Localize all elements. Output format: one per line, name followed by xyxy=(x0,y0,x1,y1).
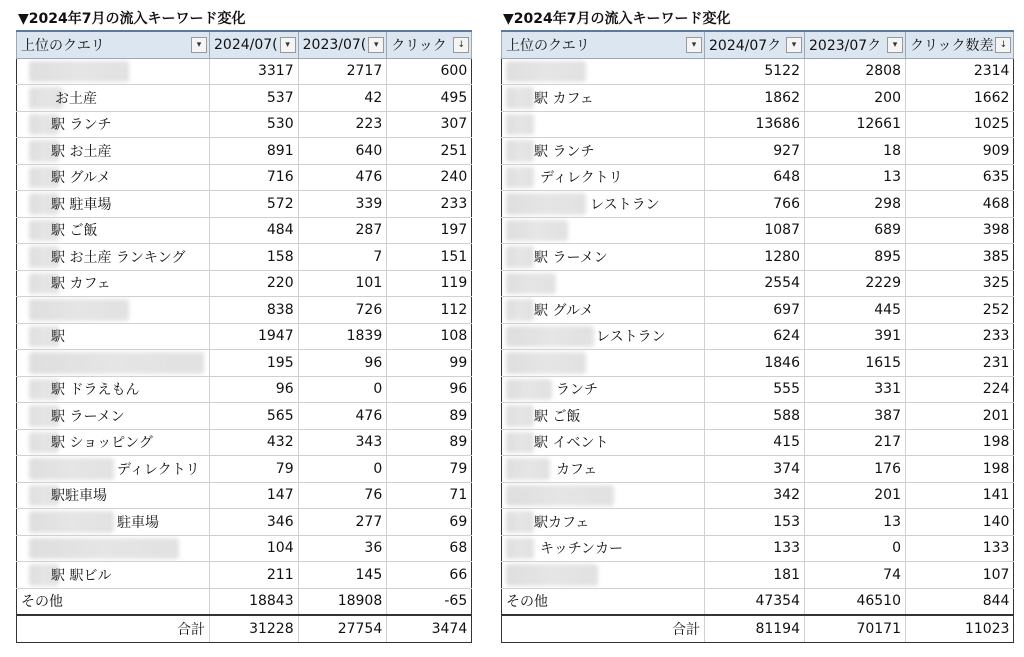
clicks-2024-cell[interactable]: 697 xyxy=(705,297,805,324)
clicks-2023-cell[interactable]: 42 xyxy=(298,85,387,112)
clicks-2023-cell[interactable]: 387 xyxy=(805,403,906,430)
redacted-blur xyxy=(506,299,534,321)
click-diff-cell[interactable]: 231 xyxy=(906,350,1014,377)
query-text: 駅 ご飯 xyxy=(534,408,581,425)
query-cell[interactable] xyxy=(502,191,705,218)
table-row[interactable] xyxy=(502,58,1014,85)
table-row[interactable] xyxy=(17,376,472,403)
query-cell[interactable] xyxy=(17,191,210,218)
click-diff-cell[interactable]: 141 xyxy=(906,482,1014,509)
query-text: お土産 xyxy=(55,90,97,107)
clicks-2024-cell[interactable]: 158 xyxy=(210,244,299,271)
clicks-2024-cell[interactable]: 572 xyxy=(210,191,299,218)
other-row-label[interactable]: その他 xyxy=(17,588,210,615)
table-row[interactable] xyxy=(17,562,472,589)
redacted-blur xyxy=(506,246,534,268)
click-diff-cell[interactable]: 909 xyxy=(906,138,1014,165)
click-diff-cell[interactable]: 635 xyxy=(906,164,1014,191)
clicks-2024-cell[interactable]: 555 xyxy=(705,376,805,403)
table-row[interactable] xyxy=(17,403,472,430)
clicks-2023-cell[interactable]: 18 xyxy=(805,138,906,165)
table-row[interactable] xyxy=(502,535,1014,562)
clicks-2023-cell[interactable]: 277 xyxy=(298,509,387,536)
clicks-2023-cell[interactable]: 287 xyxy=(298,217,387,244)
redacted-blur xyxy=(506,458,550,480)
query-text: 駅 グルメ xyxy=(51,170,111,187)
query-cell[interactable] xyxy=(502,297,705,324)
table-row[interactable] xyxy=(17,217,472,244)
clicks-2024-cell[interactable]: 891 xyxy=(210,138,299,165)
clicks-2024-cell[interactable]: 96 xyxy=(210,376,299,403)
redacted-blur xyxy=(506,273,556,295)
clicks-2024-cell[interactable]: 2554 xyxy=(705,270,805,297)
clicks-2024-cell[interactable]: 927 xyxy=(705,138,805,165)
click-diff-cell[interactable]: 307 xyxy=(387,111,472,138)
table-row[interactable] xyxy=(502,403,1014,430)
filter-dropdown-icon[interactable]: ▾ xyxy=(191,37,207,53)
query-cell[interactable] xyxy=(17,58,210,85)
query-cell[interactable] xyxy=(17,297,210,324)
filter-dropdown-icon[interactable]: ▾ xyxy=(368,37,384,53)
redacted-blur xyxy=(506,405,534,427)
query-text: レストラン xyxy=(590,196,660,213)
table-row[interactable] xyxy=(502,323,1014,350)
clicks-2023-cell[interactable]: 689 xyxy=(805,217,906,244)
clicks-2024-cell[interactable]: 31228 xyxy=(210,615,299,642)
redacted-blur xyxy=(29,538,179,560)
clicks-2024-cell[interactable]: 838 xyxy=(210,297,299,324)
query-cell[interactable] xyxy=(502,482,705,509)
query-text: キッチンカー xyxy=(540,541,624,558)
table-row[interactable] xyxy=(502,429,1014,456)
click-diff-cell[interactable]: 233 xyxy=(387,191,472,218)
query-cell[interactable] xyxy=(502,217,705,244)
clicks-2023-cell[interactable]: 1615 xyxy=(805,350,906,377)
table-row[interactable] xyxy=(17,58,472,85)
clicks-2024-cell[interactable]: 220 xyxy=(210,270,299,297)
click-diff-cell[interactable]: 224 xyxy=(906,376,1014,403)
clicks-2024-cell[interactable]: 565 xyxy=(210,403,299,430)
clicks-2023-cell[interactable]: 12661 xyxy=(805,111,906,138)
clicks-2024-cell[interactable]: 1846 xyxy=(705,350,805,377)
query-text: 駅駐車場 xyxy=(51,488,107,505)
clicks-2023-cell[interactable]: 1839 xyxy=(298,323,387,350)
table-row[interactable] xyxy=(502,217,1014,244)
query-text: 駅カフェ xyxy=(534,514,590,531)
sort-descending-icon[interactable]: ↓ xyxy=(995,37,1011,53)
table-row[interactable] xyxy=(17,138,472,165)
redacted-blur xyxy=(506,538,534,560)
query-cell[interactable] xyxy=(502,270,705,297)
redacted-blur xyxy=(29,61,129,83)
query-cell[interactable] xyxy=(502,323,705,350)
query-cell[interactable] xyxy=(502,535,705,562)
clicks-2024-cell[interactable]: 648 xyxy=(705,164,805,191)
clicks-2024-cell[interactable]: 211 xyxy=(210,562,299,589)
clicks-2023-cell[interactable]: 391 xyxy=(805,323,906,350)
click-diff-cell[interactable]: 233 xyxy=(906,323,1014,350)
click-diff-cell[interactable]: -65 xyxy=(387,588,472,615)
redacted-blur xyxy=(506,167,534,189)
clicks-2024-cell[interactable]: 195 xyxy=(210,350,299,377)
total-row[interactable] xyxy=(502,615,1014,642)
query-cell[interactable] xyxy=(502,85,705,112)
other-row-label[interactable]: その他 xyxy=(502,588,705,615)
table-row[interactable] xyxy=(502,111,1014,138)
clicks-2024-cell[interactable]: 1947 xyxy=(210,323,299,350)
click-diff-cell[interactable]: 2314 xyxy=(906,58,1014,85)
clicks-2024-cell[interactable]: 47354 xyxy=(705,588,805,615)
query-text: カフェ xyxy=(556,461,598,478)
click-diff-cell[interactable]: 151 xyxy=(387,244,472,271)
redacted-blur xyxy=(506,140,534,162)
query-cell[interactable] xyxy=(17,164,210,191)
click-diff-cell[interactable]: 96 xyxy=(387,376,472,403)
total-row-label[interactable]: 合計 xyxy=(17,615,210,642)
clicks-2023-cell[interactable]: 27754 xyxy=(298,615,387,642)
table-row[interactable] xyxy=(17,535,472,562)
query-text: 駅 イベント xyxy=(534,435,609,452)
click-diff-cell[interactable]: 66 xyxy=(387,562,472,589)
click-diff-cell[interactable]: 107 xyxy=(906,562,1014,589)
clicks-2023-cell[interactable]: 445 xyxy=(805,297,906,324)
clicks-2023-cell[interactable]: 7 xyxy=(298,244,387,271)
clicks-2023-cell[interactable]: 36 xyxy=(298,535,387,562)
click-diff-cell[interactable]: 844 xyxy=(906,588,1014,615)
query-text: ディレクトリ xyxy=(117,461,200,478)
header-2024-clicks[interactable]: 2024/07( ▾ xyxy=(210,31,299,58)
clicks-2024-cell[interactable]: 1862 xyxy=(705,85,805,112)
table-row[interactable] xyxy=(17,482,472,509)
click-diff-cell[interactable]: 68 xyxy=(387,535,472,562)
clicks-2023-cell[interactable]: 201 xyxy=(805,482,906,509)
query-cell[interactable] xyxy=(17,456,210,483)
query-cell[interactable] xyxy=(17,111,210,138)
clicks-2024-cell[interactable]: 5122 xyxy=(705,58,805,85)
table-row[interactable] xyxy=(502,562,1014,589)
header-2024-clicks[interactable]: 2024/07ク ▾ xyxy=(705,31,805,58)
query-text: 駅 カフェ xyxy=(51,276,111,293)
clicks-2023-cell[interactable]: 176 xyxy=(805,456,906,483)
clicks-2023-cell[interactable]: 640 xyxy=(298,138,387,165)
query-cell[interactable] xyxy=(502,456,705,483)
redacted-blur xyxy=(506,432,534,454)
query-cell[interactable] xyxy=(17,270,210,297)
keyword-table-left xyxy=(16,8,472,643)
table-row[interactable] xyxy=(502,270,1014,297)
click-diff-cell[interactable]: 325 xyxy=(906,270,1014,297)
query-cell[interactable] xyxy=(502,429,705,456)
clicks-2023-cell[interactable]: 2229 xyxy=(805,270,906,297)
clicks-2024-cell[interactable]: 716 xyxy=(210,164,299,191)
table-row[interactable] xyxy=(17,509,472,536)
redacted-blur xyxy=(506,87,534,109)
redacted-blur xyxy=(506,326,594,348)
panel-title: ▼2024年7月の流入キーワード変化 xyxy=(503,11,731,27)
clicks-2024-cell[interactable]: 624 xyxy=(705,323,805,350)
click-diff-cell[interactable]: 119 xyxy=(387,270,472,297)
query-cell[interactable] xyxy=(502,509,705,536)
clicks-2023-cell[interactable]: 46510 xyxy=(805,588,906,615)
click-diff-cell[interactable]: 79 xyxy=(387,456,472,483)
table-row[interactable] xyxy=(17,323,472,350)
table-row[interactable] xyxy=(17,85,472,112)
clicks-2024-cell[interactable]: 104 xyxy=(210,535,299,562)
query-cell[interactable] xyxy=(17,350,210,377)
click-diff-cell[interactable]: 198 xyxy=(906,456,1014,483)
header-2023-clicks[interactable]: 2023/07ク ▾ xyxy=(805,31,906,58)
click-diff-cell[interactable]: 468 xyxy=(906,191,1014,218)
redacted-blur xyxy=(506,114,534,136)
redacted-blur xyxy=(29,352,204,374)
clicks-2023-cell[interactable]: 476 xyxy=(298,403,387,430)
query-text: ランチ xyxy=(556,382,598,399)
query-cell[interactable] xyxy=(502,244,705,271)
other-row[interactable] xyxy=(17,588,472,615)
query-cell[interactable] xyxy=(17,85,210,112)
redacted-blur xyxy=(506,220,568,242)
click-diff-cell[interactable]: 1025 xyxy=(906,111,1014,138)
clicks-2024-cell[interactable]: 342 xyxy=(705,482,805,509)
clicks-2024-cell[interactable]: 537 xyxy=(210,85,299,112)
header-query[interactable]: 上位のクエリ ▾ xyxy=(17,31,210,58)
clicks-2024-cell[interactable]: 153 xyxy=(705,509,805,536)
clicks-2024-cell[interactable]: 346 xyxy=(210,509,299,536)
pivot-table xyxy=(501,30,1014,643)
clicks-2023-cell[interactable]: 223 xyxy=(298,111,387,138)
total-row[interactable] xyxy=(17,615,472,642)
click-diff-cell[interactable]: 99 xyxy=(387,350,472,377)
filter-dropdown-icon[interactable]: ▾ xyxy=(686,37,702,53)
total-row-label[interactable]: 合計 xyxy=(502,615,705,642)
clicks-2023-cell[interactable]: 145 xyxy=(298,562,387,589)
other-row[interactable] xyxy=(502,588,1014,615)
redacted-blur xyxy=(29,299,129,321)
query-text: 駅 ラーメン xyxy=(534,249,608,266)
clicks-2024-cell[interactable]: 432 xyxy=(210,429,299,456)
query-cell[interactable] xyxy=(502,403,705,430)
clicks-2024-cell[interactable]: 415 xyxy=(705,429,805,456)
click-diff-cell[interactable]: 3474 xyxy=(387,615,472,642)
header-click-diff[interactable]: クリック ↓ xyxy=(387,31,472,58)
query-cell[interactable] xyxy=(502,164,705,191)
header-click-diff[interactable]: クリック数差 ↓ xyxy=(906,31,1014,58)
clicks-2023-cell[interactable]: 18908 xyxy=(298,588,387,615)
redacted-blur xyxy=(506,61,586,83)
click-diff-cell[interactable]: 240 xyxy=(387,164,472,191)
clicks-2023-cell[interactable]: 343 xyxy=(298,429,387,456)
table-row[interactable] xyxy=(17,111,472,138)
click-diff-cell[interactable]: 89 xyxy=(387,403,472,430)
clicks-2023-cell[interactable]: 2717 xyxy=(298,58,387,85)
redacted-blur xyxy=(29,511,114,533)
query-cell[interactable] xyxy=(502,376,705,403)
click-diff-cell[interactable]: 89 xyxy=(387,429,472,456)
query-cell[interactable] xyxy=(17,138,210,165)
query-text: 駅 ランチ xyxy=(534,143,595,160)
table-row[interactable] xyxy=(17,456,472,483)
click-diff-cell[interactable]: 201 xyxy=(906,403,1014,430)
click-diff-cell[interactable]: 600 xyxy=(387,58,472,85)
clicks-2023-cell[interactable]: 0 xyxy=(298,376,387,403)
pivot-table xyxy=(16,30,472,643)
clicks-2024-cell[interactable]: 133 xyxy=(705,535,805,562)
query-cell[interactable] xyxy=(17,535,210,562)
table-row[interactable] xyxy=(502,376,1014,403)
header-2023-clicks[interactable]: 2023/07( ▾ xyxy=(298,31,387,58)
query-cell[interactable] xyxy=(17,217,210,244)
query-cell[interactable] xyxy=(502,350,705,377)
redacted-blur xyxy=(29,458,114,480)
query-text: 駅 ショッピング xyxy=(51,435,153,452)
filter-dropdown-icon[interactable]: ▾ xyxy=(280,37,296,53)
table-row[interactable] xyxy=(17,191,472,218)
redacted-blur xyxy=(506,564,598,586)
filter-dropdown-icon[interactable]: ▾ xyxy=(887,37,903,53)
clicks-2024-cell[interactable]: 1280 xyxy=(705,244,805,271)
clicks-2024-cell[interactable]: 79 xyxy=(210,456,299,483)
click-diff-cell[interactable]: 69 xyxy=(387,509,472,536)
clicks-2023-cell[interactable]: 0 xyxy=(298,456,387,483)
query-cell[interactable] xyxy=(17,403,210,430)
redacted-blur xyxy=(506,379,552,401)
query-text: 駅 お土産 xyxy=(51,143,112,160)
table-row[interactable] xyxy=(502,350,1014,377)
query-text: 駅 グルメ xyxy=(534,302,594,319)
click-diff-cell[interactable]: 398 xyxy=(906,217,1014,244)
header-query[interactable]: 上位のクエリ ▾ xyxy=(502,31,705,58)
click-diff-cell[interactable]: 252 xyxy=(906,297,1014,324)
table-row[interactable] xyxy=(502,297,1014,324)
query-cell[interactable] xyxy=(502,138,705,165)
click-diff-cell[interactable]: 108 xyxy=(387,323,472,350)
query-cell[interactable] xyxy=(17,509,210,536)
query-text: 駐車場 xyxy=(117,514,159,531)
clicks-2024-cell[interactable]: 3317 xyxy=(210,58,299,85)
query-cell[interactable] xyxy=(17,323,210,350)
click-diff-cell[interactable]: 71 xyxy=(387,482,472,509)
table-row[interactable] xyxy=(502,138,1014,165)
clicks-2023-cell[interactable]: 339 xyxy=(298,191,387,218)
query-cell[interactable] xyxy=(17,376,210,403)
query-text: 駅 ドラえもん xyxy=(51,382,140,399)
click-diff-cell[interactable]: 11023 xyxy=(906,615,1014,642)
clicks-2024-cell[interactable]: 1087 xyxy=(705,217,805,244)
clicks-2023-cell[interactable]: 70171 xyxy=(805,615,906,642)
keyword-table-right xyxy=(501,8,1014,643)
table-row[interactable] xyxy=(502,85,1014,112)
clicks-2024-cell[interactable]: 766 xyxy=(705,191,805,218)
query-text: 駅 お土産 ランキング xyxy=(51,249,186,266)
clicks-2023-cell[interactable]: 298 xyxy=(805,191,906,218)
query-cell[interactable] xyxy=(502,111,705,138)
clicks-2024-cell[interactable]: 18843 xyxy=(210,588,299,615)
clicks-2023-cell[interactable]: 476 xyxy=(298,164,387,191)
clicks-2023-cell[interactable]: 13 xyxy=(805,509,906,536)
clicks-2023-cell[interactable]: 13 xyxy=(805,164,906,191)
table-row[interactable] xyxy=(17,270,472,297)
query-cell[interactable] xyxy=(502,562,705,589)
query-text: 駅 駐車場 xyxy=(51,196,112,213)
clicks-2023-cell[interactable]: 96 xyxy=(298,350,387,377)
clicks-2023-cell[interactable]: 2808 xyxy=(805,58,906,85)
click-diff-cell[interactable]: 198 xyxy=(906,429,1014,456)
click-diff-cell[interactable]: 385 xyxy=(906,244,1014,271)
table-row[interactable] xyxy=(17,244,472,271)
query-text: 駅 xyxy=(51,329,65,346)
clicks-2023-cell[interactable]: 726 xyxy=(298,297,387,324)
clicks-2023-cell[interactable]: 895 xyxy=(805,244,906,271)
click-diff-cell[interactable]: 251 xyxy=(387,138,472,165)
table-row[interactable] xyxy=(502,191,1014,218)
click-diff-cell[interactable]: 112 xyxy=(387,297,472,324)
clicks-2023-cell[interactable]: 76 xyxy=(298,482,387,509)
click-diff-cell[interactable]: 140 xyxy=(906,509,1014,536)
table-row[interactable] xyxy=(502,244,1014,271)
table-row[interactable] xyxy=(17,350,472,377)
sort-descending-icon[interactable]: ↓ xyxy=(453,37,469,53)
clicks-2023-cell[interactable]: 200 xyxy=(805,85,906,112)
click-diff-cell[interactable]: 495 xyxy=(387,85,472,112)
query-cell[interactable] xyxy=(502,58,705,85)
clicks-2024-cell[interactable]: 530 xyxy=(210,111,299,138)
redacted-blur xyxy=(506,352,586,374)
table-row[interactable] xyxy=(502,509,1014,536)
query-text: 駅 駅ビル xyxy=(51,567,112,584)
query-text: 駅 ラーメン xyxy=(51,408,125,425)
panel-title: ▼2024年7月の流入キーワード変化 xyxy=(18,11,246,27)
table-row[interactable] xyxy=(17,164,472,191)
clicks-2024-cell[interactable]: 484 xyxy=(210,217,299,244)
filter-dropdown-icon[interactable]: ▾ xyxy=(786,37,802,53)
clicks-2024-cell[interactable]: 81194 xyxy=(705,615,805,642)
table-row[interactable] xyxy=(502,482,1014,509)
clicks-2023-cell[interactable]: 331 xyxy=(805,376,906,403)
redacted-blur xyxy=(506,511,534,533)
table-row[interactable] xyxy=(17,297,472,324)
query-text: 駅 ランチ xyxy=(51,117,112,134)
redacted-blur xyxy=(506,485,614,507)
query-cell[interactable] xyxy=(17,562,210,589)
table-row[interactable] xyxy=(502,164,1014,191)
clicks-2023-cell[interactable]: 101 xyxy=(298,270,387,297)
clicks-2024-cell[interactable]: 181 xyxy=(705,562,805,589)
click-diff-cell[interactable]: 197 xyxy=(387,217,472,244)
clicks-2023-cell[interactable]: 0 xyxy=(805,535,906,562)
query-text: レストラン xyxy=(596,329,666,346)
clicks-2024-cell[interactable]: 147 xyxy=(210,482,299,509)
query-cell[interactable] xyxy=(17,429,210,456)
query-text: 駅 ご飯 xyxy=(51,223,98,240)
clicks-2024-cell[interactable]: 588 xyxy=(705,403,805,430)
clicks-2023-cell[interactable]: 217 xyxy=(805,429,906,456)
clicks-2024-cell[interactable]: 13686 xyxy=(705,111,805,138)
clicks-2024-cell[interactable]: 374 xyxy=(705,456,805,483)
query-cell[interactable] xyxy=(17,244,210,271)
table-row[interactable] xyxy=(17,429,472,456)
query-text: ディレクトリ xyxy=(540,170,623,187)
click-diff-cell[interactable]: 133 xyxy=(906,535,1014,562)
table-row[interactable] xyxy=(502,456,1014,483)
query-text: 駅 カフェ xyxy=(534,90,594,107)
redacted-blur xyxy=(506,193,586,215)
clicks-2023-cell[interactable]: 74 xyxy=(805,562,906,589)
click-diff-cell[interactable]: 1662 xyxy=(906,85,1014,112)
query-cell[interactable] xyxy=(17,482,210,509)
